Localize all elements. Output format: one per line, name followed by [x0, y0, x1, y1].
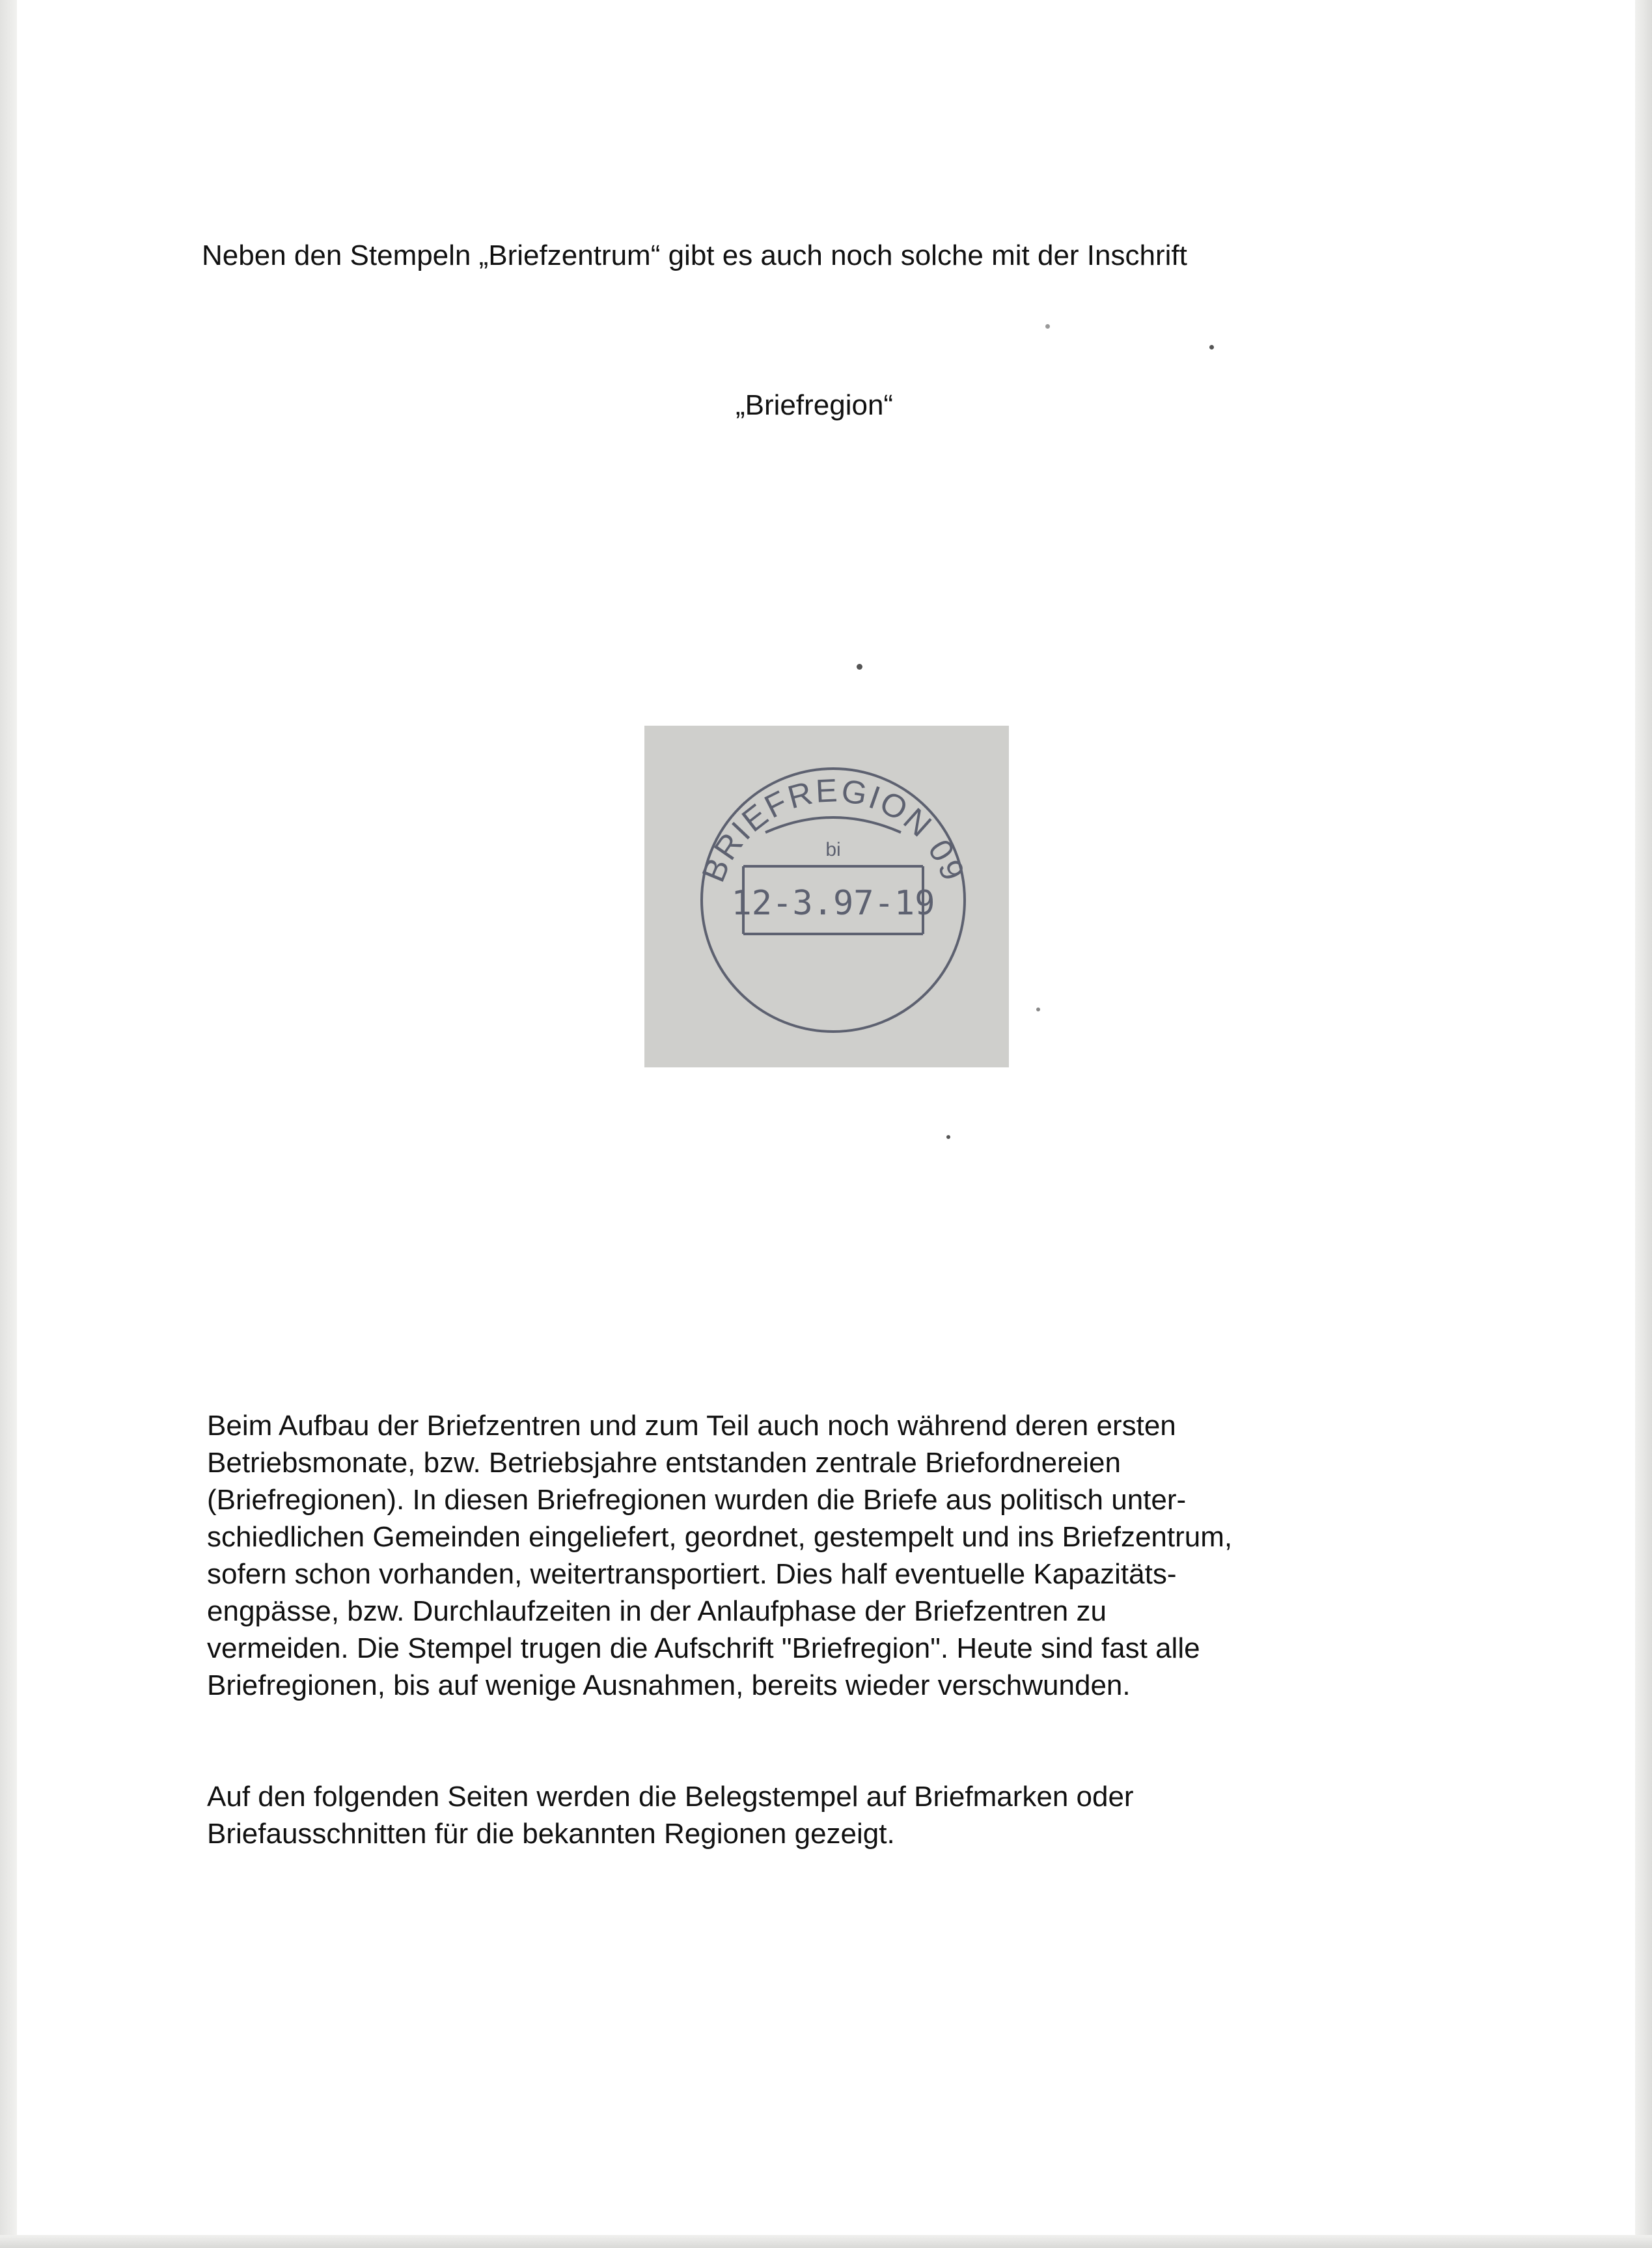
body-line: engpässe, bzw. Durchlaufzeiten in der Anlaufphase der Briefzentren zu [207, 1595, 1107, 1627]
page-heading: „Briefregion“ [736, 389, 894, 421]
postmark-date: 12-3.97-19 [731, 884, 935, 923]
scan-border-left [0, 0, 17, 2248]
body-paragraph [207, 1407, 1444, 1704]
body-line: vermeiden. Die Stempel trugen die Aufschrift "Briefregion". Heute sind fast alle [207, 1632, 1200, 1664]
postmark-ring-text: BRIEFREGION 09 [695, 772, 972, 887]
dust-speck [946, 1135, 950, 1139]
intro-line: Neben den Stempeln „Briefzentrum“ gibt es auch noch solche mit der Inschrift [202, 240, 1187, 271]
dust-speck [1036, 1007, 1040, 1011]
album-page [17, 0, 1635, 2235]
postmark-svg [644, 726, 1009, 1067]
dust-speck [857, 664, 862, 670]
scan-border-bottom [0, 2235, 1652, 2248]
body-line: sofern schon vorhanden, weitertransportiert. Dies half eventuelle Kapazitäts- [207, 1558, 1177, 1590]
postmark-code: bi [825, 839, 841, 860]
dust-speck [1209, 345, 1214, 350]
body-line: Betriebsmonate, bzw. Betriebsjahre entstanden zentrale Briefordnereien [207, 1447, 1121, 1479]
scan-border-right [1635, 0, 1652, 2248]
closing-line: Briefausschnitten für die bekannten Regionen gezeigt. [207, 1818, 895, 1850]
body-line: schiedlichen Gemeinden eingeliefert, geordnet, gestempelt und ins Briefzentrum, [207, 1521, 1233, 1553]
body-line: Beim Aufbau der Briefzentren und zum Teil auch noch während deren ersten [207, 1410, 1176, 1442]
body-line: (Briefregionen). In diesen Briefregionen wurden die Briefe aus politisch unter- [207, 1484, 1187, 1516]
postmark-image [644, 726, 1009, 1067]
closing-paragraph [207, 1778, 1444, 1852]
dust-speck [1045, 324, 1050, 329]
closing-line: Auf den folgenden Seiten werden die Belegstempel auf Briefmarken oder [207, 1781, 1134, 1813]
body-line: Briefregionen, bis auf wenige Ausnahmen, bereits wieder verschwunden. [207, 1669, 1131, 1701]
